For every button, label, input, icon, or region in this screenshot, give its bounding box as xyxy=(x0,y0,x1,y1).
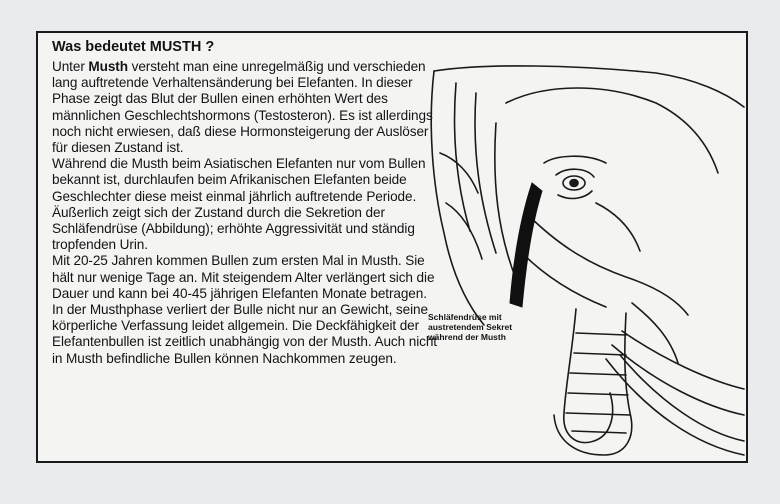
caption-line-2: austretendem Sekret xyxy=(428,322,513,332)
caption-line-3: während der Musth xyxy=(428,332,506,342)
intro-term: Musth xyxy=(88,59,128,74)
paragraph-symptoms: Äußerlich zeigt sich der Zustand durch die Sekretion der Schläfendrüse (Abbildung); erhöhte Aggressivität und ständig tropfenden Urin. xyxy=(52,204,415,253)
intro-rest: versteht man eine unregelmäßig und verschieden lang auftretende Verhaltensänderung bei Elefanten. In dieser Phase zeigt das Blut der Bullen einen erhöhten Wert des männlichen Geschlechtshormons (Testosteron). Es ist allerdings noch nicht erwiesen, daß diese Hormonsteigerung der Auslöser für diesen Zustand ist. xyxy=(52,59,433,156)
paragraph-asian-african: Während die Musth beim Asiatischen Elefanten nur vom Bullen bekannt ist, durchlaufen beim Afrikanischen Elefanten beide Geschlechter diese meist einmal jährlich auftretende Periode. xyxy=(52,156,426,204)
paragraph-age: Mit 20-25 Jahren kommen Bullen zum ersten Mal in Musth. Sie hält nur wenige Tage an. Mit steigendem Alter verlängert sich die Dauer und kann bei 40-45 jährigen Elefanten Monate betragen. xyxy=(52,253,435,301)
intro-paragraph xyxy=(52,59,444,156)
info-panel xyxy=(36,31,748,463)
temporal-gland-secretion xyxy=(510,183,542,307)
body-text xyxy=(52,59,444,367)
intro-lead: Unter xyxy=(52,59,89,74)
elephant-head-illustration xyxy=(426,63,746,463)
illustration-caption xyxy=(428,312,558,342)
panel-title: Was bedeutet MUSTH ? xyxy=(52,39,215,55)
caption-line-1: Schläfendrüse mit xyxy=(428,312,502,322)
paragraph-condition: In der Musthphase verliert der Bulle nicht nur an Gewicht, seine körperliche Verfassung leidet allgemein. Die Deckfähigkeit der Elefantenbullen ist zeitlich unabhängig von der Musth. Auch nicht in Musth befindliche Bullen können Nachkommen zeugen. xyxy=(52,302,437,366)
